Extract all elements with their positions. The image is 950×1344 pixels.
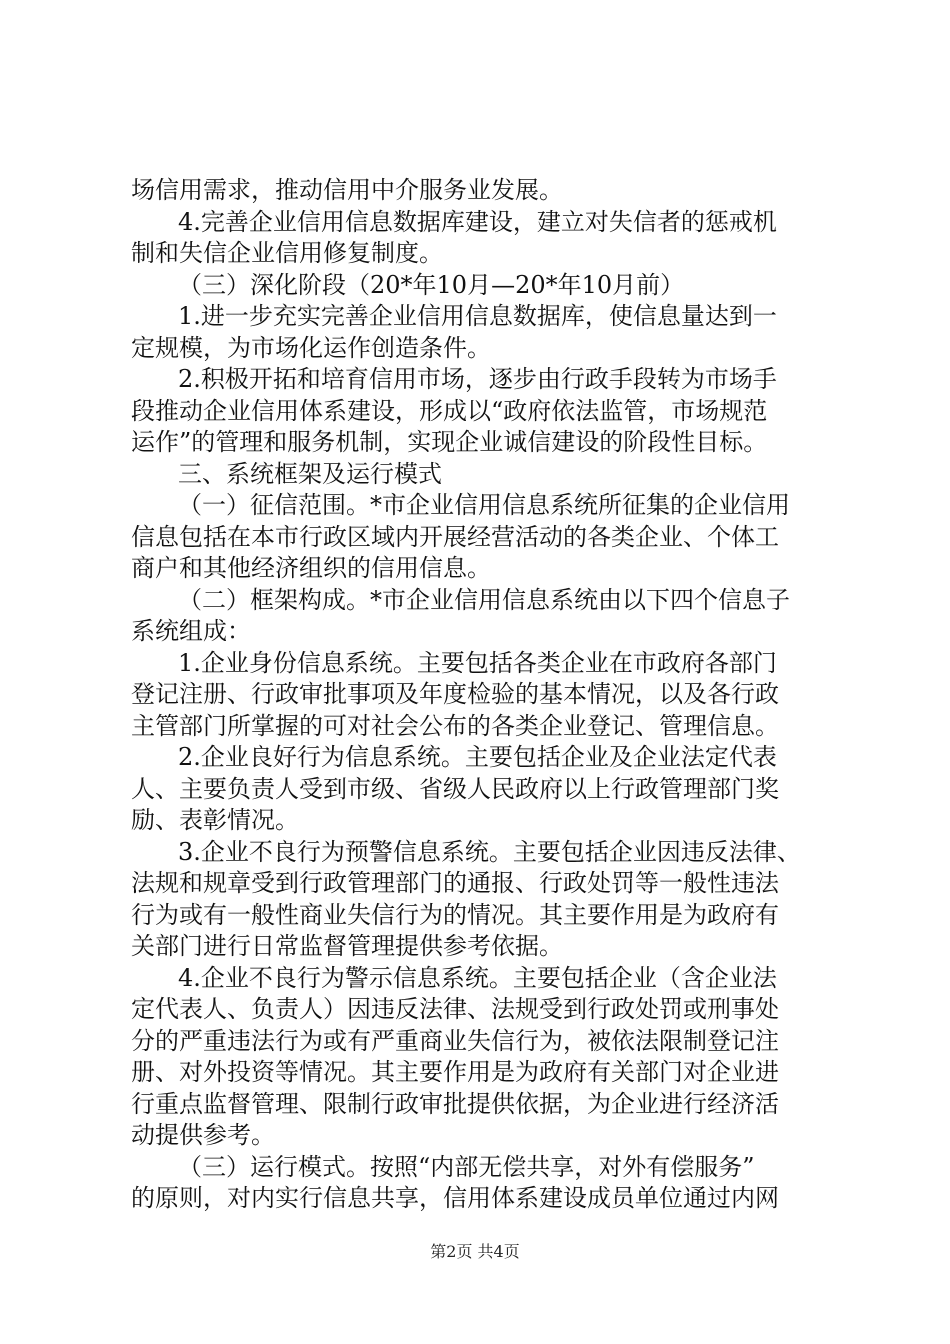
section-heading: （三）深化阶段（20*年10月—20*年10月前） xyxy=(178,271,685,299)
text-line: 2.企业良好行为信息系统。主要包括企业及企业法定代表 xyxy=(178,743,777,771)
text-line: 登记注册、行政审批事项及年度检验的基本情况，以及各行政 xyxy=(131,680,779,708)
text-line: 4.企业不良行为警示信息系统。主要包括企业（含企业法 xyxy=(178,964,777,992)
text-line: 系统组成： xyxy=(131,617,251,645)
text-line: 行为或有一般性商业失信行为的情况。其主要作用是为政府有 xyxy=(131,901,779,929)
text-line: 法规和规章受到行政管理部门的通报、行政处罚等一般性违法 xyxy=(131,869,779,897)
text-line: 1.企业身份信息系统。主要包括各类企业在市政府各部门 xyxy=(178,649,777,677)
text-line: 商户和其他经济组织的信用信息。 xyxy=(131,554,491,582)
text-line: （一）征信范围。*市企业信用信息系统所征集的企业信用 xyxy=(178,491,790,519)
text-line: 制和失信企业信用修复制度。 xyxy=(131,239,443,267)
text-line: 4.完善企业信用信息数据库建设，建立对失信者的惩戒机 xyxy=(178,208,777,236)
text-line: 段推动企业信用体系建设，形成以“政府依法监管，市场规范 xyxy=(131,397,768,425)
text-line: 主管部门所掌握的可对社会公布的各类企业登记、管理信息。 xyxy=(131,712,779,740)
text-line: 场信用需求，推动信用中介服务业发展。 xyxy=(131,176,563,204)
text-line: 定规模，为市场化运作创造条件。 xyxy=(131,334,491,362)
text-line: 2.积极开拓和培育信用市场，逐步由行政手段转为市场手 xyxy=(178,365,777,393)
text-line: 动提供参考。 xyxy=(131,1121,275,1149)
text-line: （二）框架构成。*市企业信用信息系统由以下四个信息子 xyxy=(178,586,790,614)
text-line: 定代表人、负责人）因违反法律、法规受到行政处罚或刑事处 xyxy=(131,995,779,1023)
page-number-footer: 第2页 共4页 xyxy=(430,1242,520,1261)
text-line: 3.企业不良行为预警信息系统。主要包括企业因违反法律、 xyxy=(178,838,801,866)
text-line: 的原则，对内实行信息共享，信用体系建设成员单位通过内网 xyxy=(131,1184,779,1212)
text-line: 关部门进行日常监督管理提供参考依据。 xyxy=(131,932,563,960)
text-line: 信息包括在本市行政区域内开展经营活动的各类企业、个体工 xyxy=(131,523,779,551)
text-line: 分的严重违法行为或有严重商业失信行为，被依法限制登记注 xyxy=(131,1027,779,1055)
text-line: 励、表彰情况。 xyxy=(131,806,299,834)
text-line: （三）运行模式。按照“内部无偿共享，对外有偿服务” xyxy=(178,1153,755,1181)
section-heading: 三、系统框架及运行模式 xyxy=(178,460,442,488)
text-line: 行重点监督管理、限制行政审批提供依据，为企业进行经济活 xyxy=(131,1090,779,1118)
text-line: 运作”的管理和服务机制，实现企业诚信建设的阶段性目标。 xyxy=(131,428,768,456)
text-line: 人、主要负责人受到市级、省级人民政府以上行政管理部门奖 xyxy=(131,775,779,803)
text-line: 册、对外投资等情况。其主要作用是为政府有关部门对企业进 xyxy=(131,1058,779,1086)
text-line: 1.进一步充实完善企业信用信息数据库，使信息量达到一 xyxy=(178,302,777,330)
